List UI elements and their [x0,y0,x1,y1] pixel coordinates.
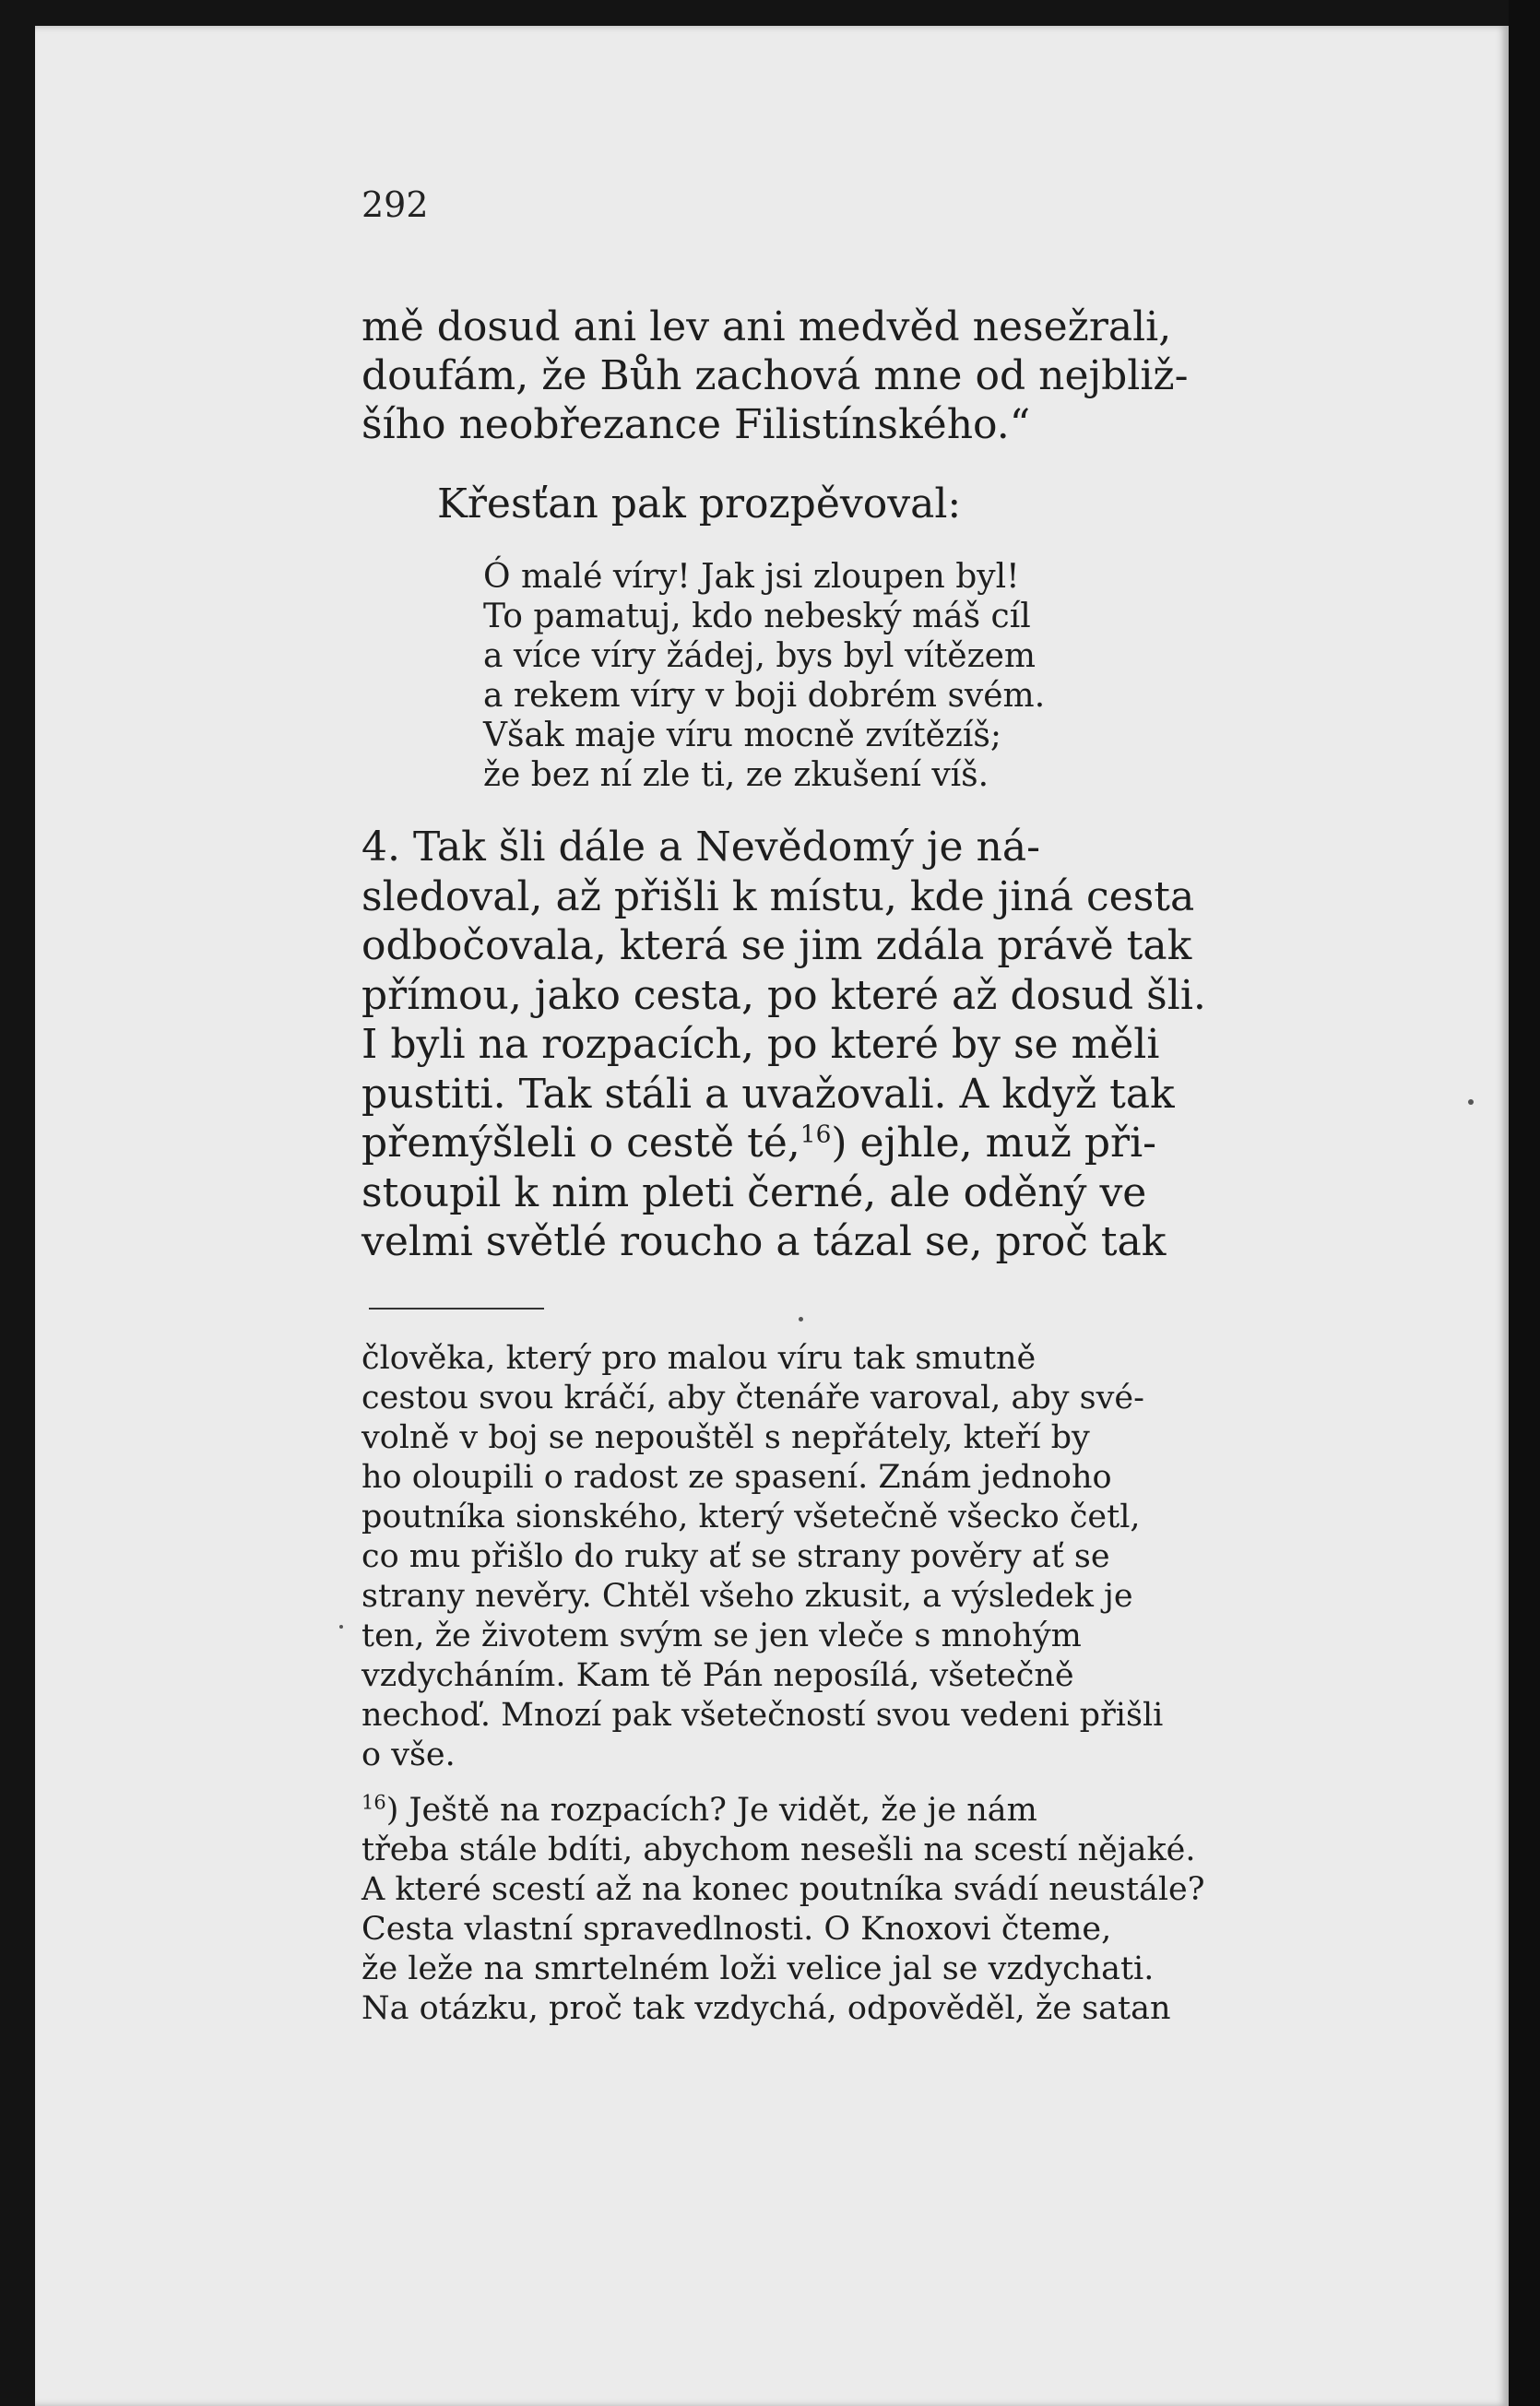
footnote-16-text: ) Ještě na rozpacích? Je vidět, že je nám třeba stále bdíti, abychom nesešli na scestí nějaké. A které scestí až na konec poutníka svádí neustále? Cesta vlastní spravedlnosti. O Knoxovi čteme, že leže na smrtelném loži velice jal se vzdychati. Na otázku, proč tak vzdychá, odpověděl, že satan [361,1792,1205,2027]
poem-intro: Křesťan pak prozpěvoval: [437,480,962,527]
scan-edge [1509,0,1540,2406]
footnote-reference-16: 16 [800,1120,832,1149]
paragraph-4-text-after-note: ) ejhle, muž při- stoupil k nim pleti černé, ale oděný ve velmi světlé roucho a tázal se, proč tak [361,1120,1167,1265]
scan-speck [799,1317,803,1322]
poem-verse: Ó malé víry! Jak jsi zloupen byl! To pamatuj, kdo nebeský máš cíl a více víry žádej, bys byl vítězem a rekem víry v boji dobrém svém. Však maje víru mocně zvítězíš; že bez ní zle ti, ze zkušení víš. [483,558,1046,794]
footnote-16 [361,1791,1348,2029]
footnote-16-marker: 16 [361,1791,386,1814]
paragraph-4 [361,823,1345,1267]
footnote-divider [369,1308,544,1310]
paragraph-4-text-before-note: 4. Tak šli dále a Nevědomý je ná- sledoval, až přišli k místu, kde jiná cesta odbočovala, která se jim zdála právě tak přímou, jako cesta, po které až dosud šli. I byli na rozpacích, po které by se měli pustiti. Tak stáli a uvažovali. A když tak přemýšleli o cestě té, [361,824,1206,1167]
scan-speck [339,1625,343,1629]
scan-speck [1468,1099,1474,1105]
page-number: 292 [361,184,429,225]
footnote-continuation: člověka, který pro malou víru tak smutně cestou svou kráčí, aby čtenáře varoval, aby své- volně v boj se nepouštěl s nepřátely, kteří by ho oloupili o radost ze spasení. Znám jednoho poutníka sionského, který všetečně všecko četl, co mu přišlo do ruky ať se strany pověry ať se strany nevěry. Chtěl všeho zkusit, a výsledek je ten, že životem svým se jen vleče s mnohým vzdycháním. Kam tě Pán neposílá, všetečně nechoď. Mnozí pak všetečností svou vedeni přišli o vše. [361,1340,1164,1773]
opening-paragraph: mě dosud ani lev ani medvěd nesežrali, doufám, že Bůh zachová mne od nejbliž- šího neobřezance Filistínského.“ [361,303,1189,448]
